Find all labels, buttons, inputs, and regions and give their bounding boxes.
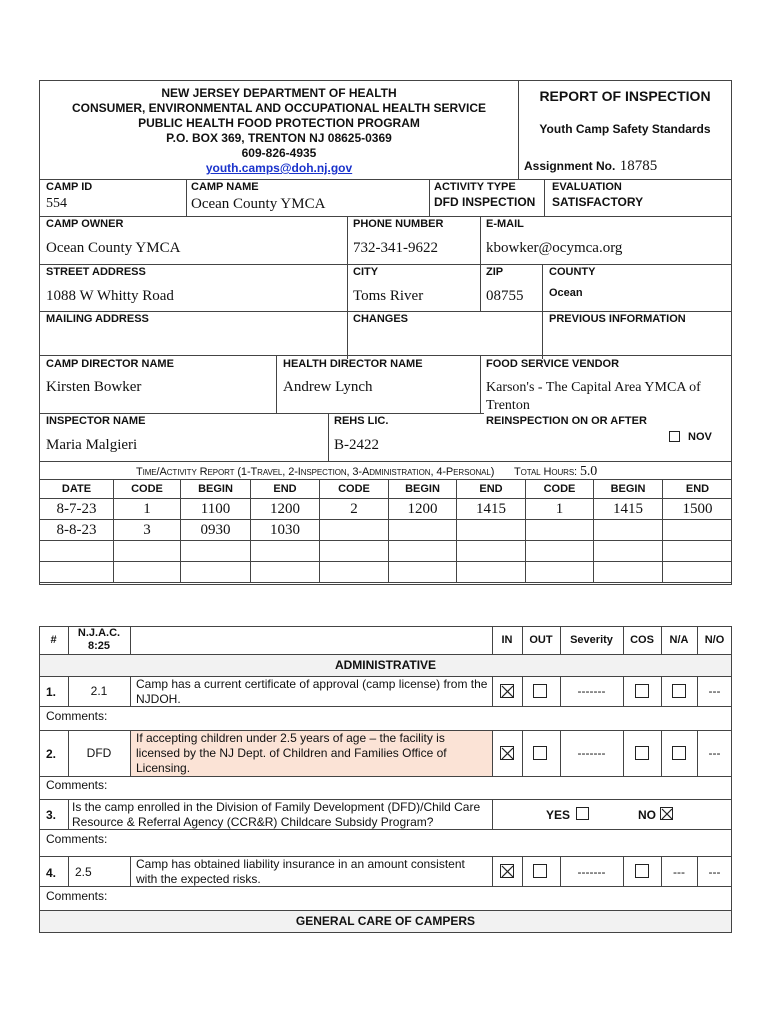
time-header-7: CODE <box>525 479 593 498</box>
item-2-na-checkbox[interactable] <box>672 746 686 760</box>
time-header-6: END <box>456 479 525 498</box>
assignment-number: 18785 <box>619 158 658 174</box>
camp-name-label: CAMP NAME <box>191 181 259 193</box>
time-cell <box>525 561 593 582</box>
food-vendor-label: FOOD SERVICE VENDOR <box>486 358 620 370</box>
street-label: STREET ADDRESS <box>46 266 146 278</box>
item-1-comments-label: Comments: <box>46 709 108 723</box>
time-header-8: BEGIN <box>593 479 662 498</box>
phone-label: PHONE NUMBER <box>353 218 444 230</box>
item-3-no-checkbox[interactable] <box>660 807 673 820</box>
assignment <box>524 157 729 175</box>
street-value: 1088 W Whitty Road <box>46 288 174 304</box>
time-cell <box>39 540 113 561</box>
time-cell <box>456 561 525 582</box>
agency-line-2: CONSUMER, ENVIRONMENTAL AND OCCUPATIONAL HEALTH SERVICE <box>71 101 487 115</box>
col-severity-header: Severity <box>570 634 613 646</box>
assignment-label: Assignment No. <box>524 159 616 173</box>
item-4-out-checkbox[interactable] <box>533 864 547 878</box>
time-header-1: CODE <box>113 479 180 498</box>
activity-type-label: ACTIVITY TYPE <box>434 181 516 193</box>
item-2-cos-checkbox[interactable] <box>635 746 649 760</box>
time-cell <box>662 561 732 582</box>
item-4-no: --- <box>708 865 721 879</box>
time-cell <box>456 519 525 540</box>
time-cell: 0930 <box>180 519 250 540</box>
item-4-number: 4. <box>46 866 57 880</box>
phone-value: 732-341-9622 <box>353 240 438 256</box>
nov-checkbox[interactable] <box>669 431 680 442</box>
agency-line-4: P.O. BOX 369, TRENTON NJ 08625-0369 <box>166 131 392 145</box>
item-3-comments-label: Comments: <box>46 832 108 846</box>
item-1-na-checkbox[interactable] <box>672 684 686 698</box>
time-cell <box>662 540 732 561</box>
item-2-out-checkbox[interactable] <box>533 746 547 760</box>
item-1-number: 1. <box>46 685 57 699</box>
inspector-value: Maria Malgieri <box>46 437 138 453</box>
evaluation-value: SATISFACTORY <box>552 195 644 209</box>
time-cell: 2 <box>319 498 388 519</box>
report-title: REPORT OF INSPECTION <box>539 88 711 104</box>
email-label: E-MAIL <box>486 218 524 230</box>
time-header-0: DATE <box>39 479 113 498</box>
inspector-label: INSPECTOR NAME <box>46 415 146 427</box>
col-njac-header <box>68 627 130 653</box>
time-cell <box>250 561 319 582</box>
standards-label: Youth Camp Safety Standards <box>539 122 711 136</box>
col-na-header: N/A <box>669 634 689 646</box>
col-out-header: OUT <box>529 634 553 646</box>
item-1-severity: ------- <box>577 684 606 698</box>
time-cell: 1200 <box>250 498 319 519</box>
time-cell <box>319 561 388 582</box>
total-hours-value: 5.0 <box>579 464 598 479</box>
item-3-yes-checkbox[interactable] <box>576 807 589 820</box>
col-cos-header: COS <box>630 634 654 646</box>
time-cell <box>593 540 662 561</box>
county-value: Ocean <box>549 287 583 299</box>
county-label: COUNTY <box>549 266 596 278</box>
agency-email-link[interactable]: youth.camps@doh.nj.gov <box>205 161 353 175</box>
time-cell <box>593 519 662 540</box>
item-2-in-checkbox[interactable] <box>500 746 514 760</box>
time-report-title <box>136 464 597 480</box>
item-3-yes-label: YES <box>546 808 571 822</box>
time-cell <box>319 540 388 561</box>
item-4-in-checkbox[interactable] <box>500 864 514 878</box>
njac-label: N.J.A.C. <box>77 627 121 639</box>
time-cell: 1030 <box>250 519 319 540</box>
owner-label: CAMP OWNER <box>46 218 124 230</box>
time-cell <box>39 561 113 582</box>
item-2-code: DFD <box>86 746 112 760</box>
time-cell: 1500 <box>662 498 732 519</box>
email-value: kbowker@ocymca.org <box>486 240 623 256</box>
rehs-label: REHS LIC. <box>334 415 389 427</box>
time-cell <box>113 561 180 582</box>
agency-header <box>40 86 518 176</box>
time-cell <box>180 540 250 561</box>
time-cell <box>456 540 525 561</box>
reinspection-label: REINSPECTION ON OR AFTER <box>486 415 647 427</box>
item-4-severity: ------- <box>577 865 606 879</box>
time-header-2: BEGIN <box>180 479 250 498</box>
item-1-in-checkbox[interactable] <box>500 684 514 698</box>
time-report-title-text: Time/Activity Report (1-Travel, 2-Inspection, 3-Administration, 4-Personal) <box>136 466 495 478</box>
time-cell: 1 <box>525 498 593 519</box>
city-value: Toms River <box>353 288 424 304</box>
item-2-comments-label: Comments: <box>46 778 108 792</box>
director-label: CAMP DIRECTOR NAME <box>46 358 174 370</box>
item-4-na: --- <box>673 865 685 879</box>
time-cell: 1415 <box>593 498 662 519</box>
item-2-no: --- <box>708 746 721 760</box>
time-cell <box>525 519 593 540</box>
col-in-header: IN <box>501 634 513 646</box>
col-num-header: # <box>50 634 57 646</box>
time-cell: 1415 <box>456 498 525 519</box>
camp-name-value: Ocean County YMCA <box>191 196 326 212</box>
item-4-text: Camp has obtained liability insurance in an amount consistent with the expected risks. <box>136 857 465 886</box>
item-1-text: Camp has a current certificate of approval (camp license) from the NJDOH. <box>136 677 488 706</box>
item-4-cos-checkbox[interactable] <box>635 864 649 878</box>
time-cell <box>388 561 456 582</box>
time-cell <box>388 540 456 561</box>
agency-line-1: NEW JERSEY DEPARTMENT OF HEALTH <box>161 86 397 100</box>
time-cell: 1200 <box>388 498 456 519</box>
previous-info-label: PREVIOUS INFORMATION <box>549 313 686 325</box>
rehs-value: B-2422 <box>334 437 379 453</box>
zip-value: 08755 <box>486 288 524 304</box>
zip-label: ZIP <box>486 266 504 278</box>
health-director-label: HEALTH DIRECTOR NAME <box>283 358 423 370</box>
time-cell <box>388 519 456 540</box>
camp-id-value: 554 <box>46 196 67 211</box>
time-cell <box>180 561 250 582</box>
evaluation-label: EVALUATION <box>552 181 622 193</box>
time-cell <box>593 561 662 582</box>
mailing-address-label: MAILING ADDRESS <box>46 313 149 325</box>
owner-value: Ocean County YMCA <box>46 240 181 256</box>
time-cell: 3 <box>113 519 180 540</box>
activity-type-value: DFD INSPECTION <box>434 195 536 209</box>
item-3-text: Is the camp enrolled in the Division of Family Development (DFD)/Child Care Resource & Referral Agency (CCR&R) Childcare Subsidy Program? <box>72 800 481 829</box>
item-1-out-checkbox[interactable] <box>533 684 547 698</box>
time-cell: 8-7-23 <box>39 498 113 519</box>
total-hours-label: Total Hours: <box>514 466 578 478</box>
time-cell <box>113 540 180 561</box>
time-cell <box>525 540 593 561</box>
time-header-9: END <box>662 479 732 498</box>
health-director-value: Andrew Lynch <box>283 379 373 395</box>
item-1-no: --- <box>708 684 721 698</box>
agency-line-5: 609-826-4935 <box>241 146 317 160</box>
time-cell <box>250 540 319 561</box>
nov-label: NOV <box>688 431 712 443</box>
item-1-cos-checkbox[interactable] <box>635 684 649 698</box>
section-general-care: GENERAL CARE OF CAMPERS <box>295 914 476 928</box>
food-vendor-value: Karson's - The Capital Area YMCA of Trenton <box>486 380 701 413</box>
col-no-header: N/O <box>704 634 725 646</box>
city-label: CITY <box>353 266 379 278</box>
time-header-3: END <box>250 479 319 498</box>
item-2-number: 2. <box>46 747 57 761</box>
time-cell: 1 <box>113 498 180 519</box>
item-1-code: 2.1 <box>90 684 108 698</box>
agency-line-3: PUBLIC HEALTH FOOD PROTECTION PROGRAM <box>138 116 420 130</box>
item-4-code: 2.5 <box>75 865 92 879</box>
time-cell: 1100 <box>180 498 250 519</box>
time-header-4: CODE <box>319 479 388 498</box>
item-3-number: 3. <box>46 808 57 822</box>
time-cell <box>662 519 732 540</box>
item-2-text: If accepting children under 2.5 years of age – the facility is licensed by the NJ Dept. of Children and Families Office of Licensing. <box>136 731 447 775</box>
changes-label: CHANGES <box>353 313 409 325</box>
time-cell <box>319 519 388 540</box>
item-4-comments-label: Comments: <box>46 889 108 903</box>
time-cell: 8-8-23 <box>39 519 113 540</box>
section-administrative: ADMINISTRATIVE <box>334 658 437 672</box>
item-3-no-label: NO <box>638 808 656 822</box>
njac-chapter: 8:25 <box>87 640 111 652</box>
item-2-severity: ------- <box>577 746 606 760</box>
time-header-5: BEGIN <box>388 479 456 498</box>
director-value: Kirsten Bowker <box>46 379 142 395</box>
camp-id-label: CAMP ID <box>46 181 93 193</box>
